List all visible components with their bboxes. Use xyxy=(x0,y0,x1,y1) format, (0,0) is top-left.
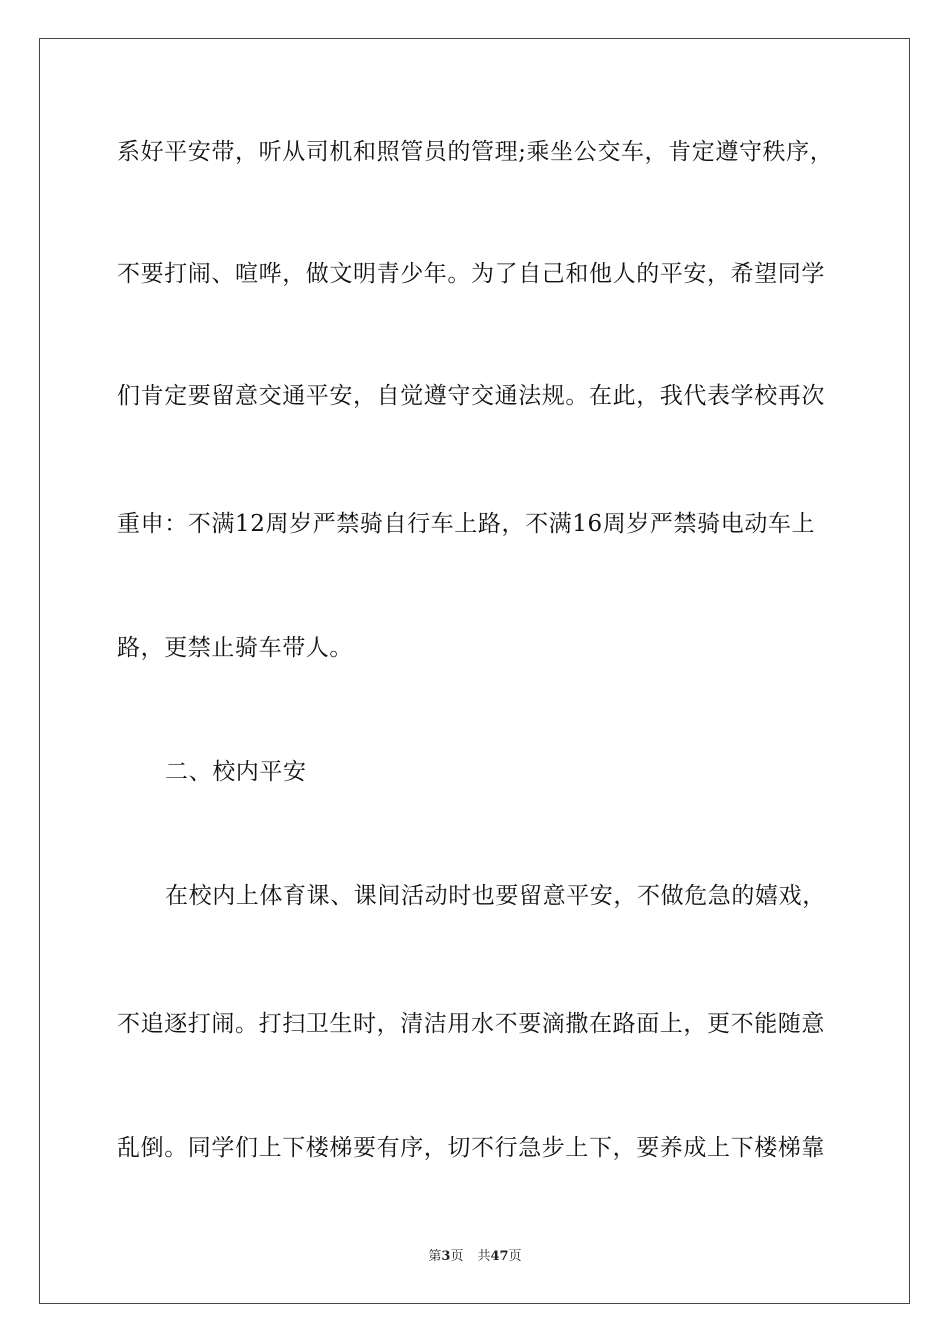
body-text-line-5: 路，更禁止骑车带人。 xyxy=(117,635,353,661)
footer-total-suffix: 页 xyxy=(508,1249,522,1264)
footer-total-pages: 47 xyxy=(490,1249,509,1264)
footer-page-suffix: 页 xyxy=(450,1249,464,1264)
footer-total-prefix: 共 xyxy=(477,1249,491,1264)
body-text-line-8: 乱倒。同学们上下楼梯要有序，切不行急步上下，要养成上下楼梯靠 xyxy=(117,1135,825,1161)
footer-page-number: 3 xyxy=(441,1249,451,1264)
body-text-line-6: 在校内上体育课、课间活动时也要留意平安，不做危急的嬉戏， xyxy=(165,883,826,909)
section-heading: 二、校内平安 xyxy=(165,759,307,785)
footer-page-prefix: 第 xyxy=(428,1249,442,1264)
page-border xyxy=(39,38,910,1304)
body-text-line-7: 不追逐打闹。打扫卫生时，清洁用水不要滴撒在路面上，更不能随意 xyxy=(117,1011,825,1037)
body-text-line-4: 重申：不满12周岁严禁骑自行车上路，不满16周岁严禁骑电动车上 xyxy=(117,511,816,537)
body-text-line-2: 不要打闹、喧哗，做文明青少年。为了自己和他人的平安，希望同学 xyxy=(117,261,825,287)
page-footer xyxy=(0,1248,950,1266)
body-text-line-3: 们肯定要留意交通平安，自觉遵守交通法规。在此，我代表学校再次 xyxy=(117,383,825,409)
body-text-line-1: 系好平安带，听从司机和照管员的管理;乘坐公交车，肯定遵守秩序， xyxy=(117,139,834,165)
